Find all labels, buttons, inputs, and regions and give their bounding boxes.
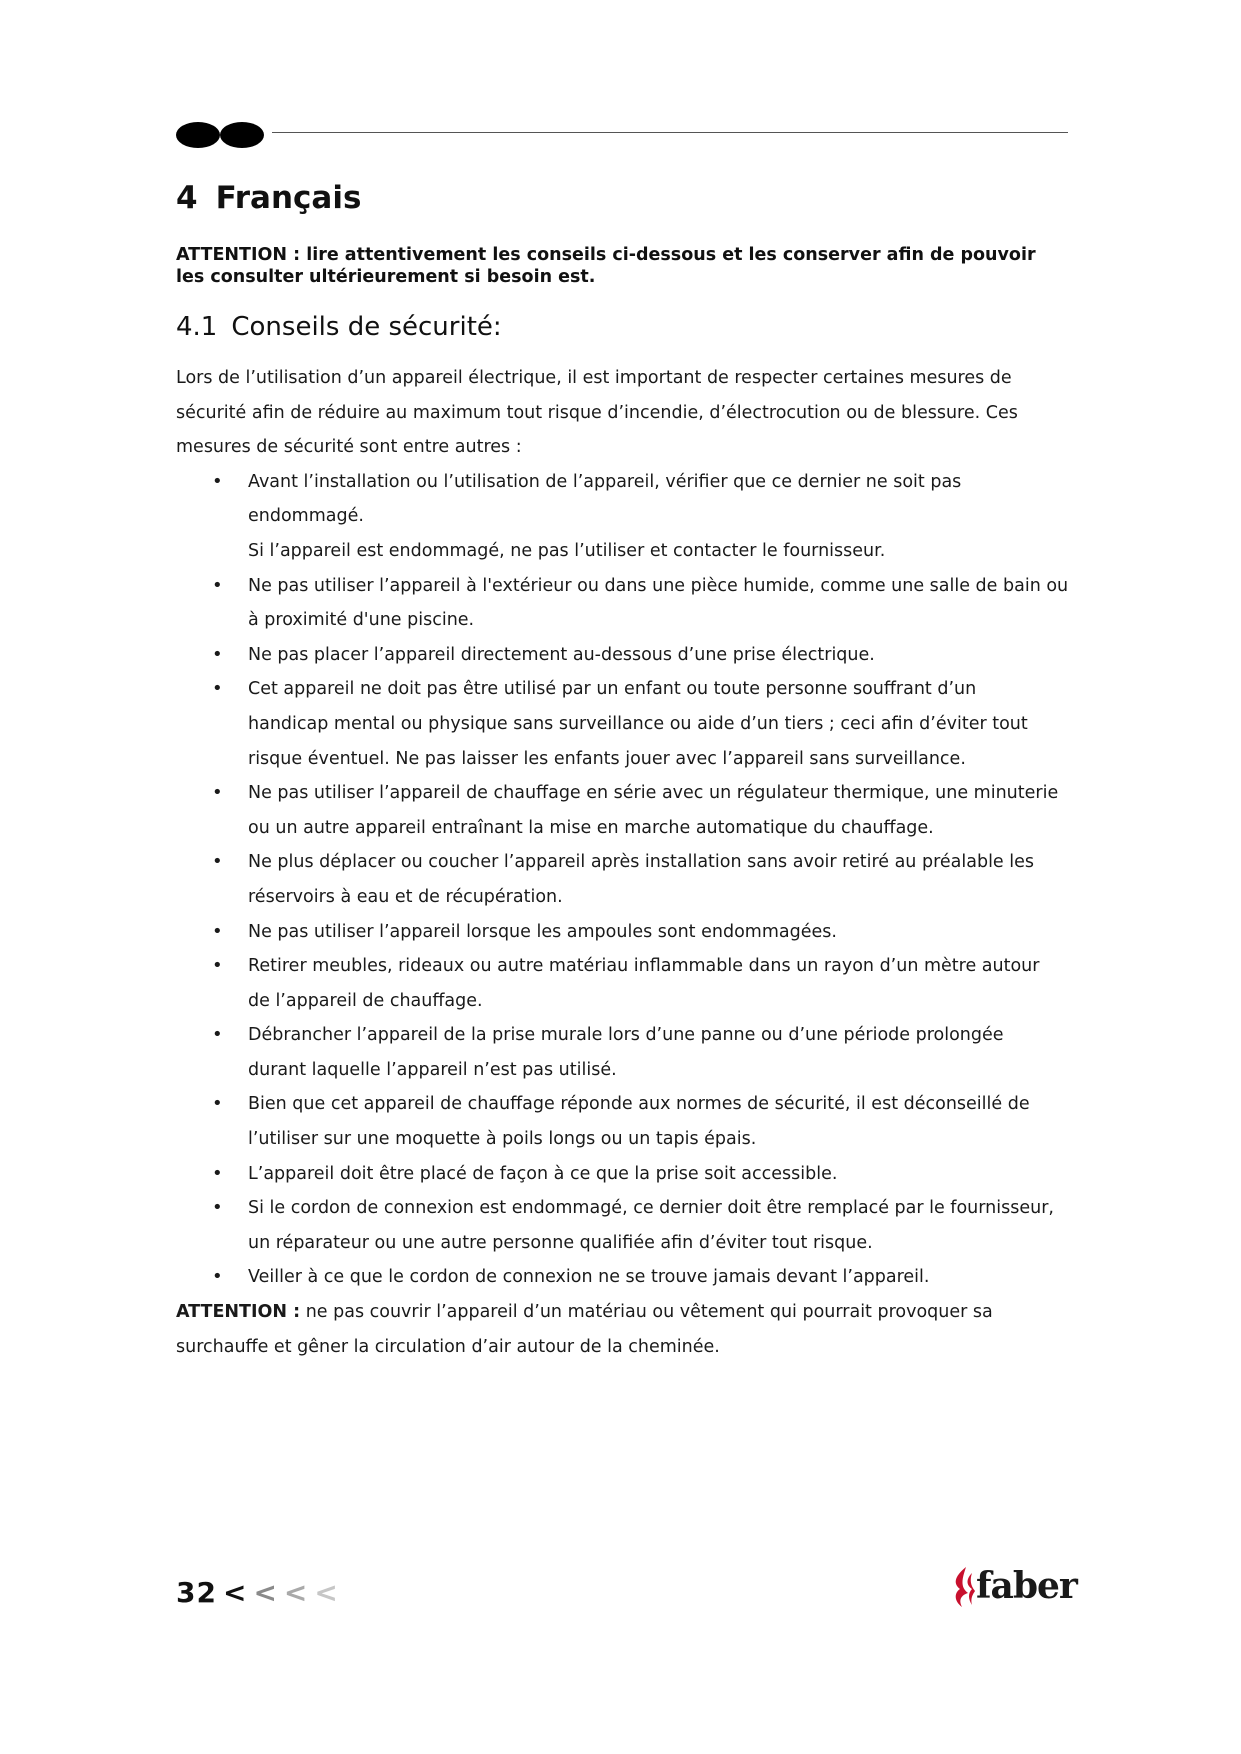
bullet-icon: • bbox=[212, 851, 223, 873]
safety-list-item bbox=[176, 1018, 1076, 1087]
safety-list-item bbox=[176, 638, 1076, 673]
safety-list-item bbox=[176, 949, 1076, 1018]
bullet-icon: • bbox=[212, 1197, 223, 1219]
safety-list-item-line: l’utiliser sur une moquette à poils longs ou un tapis épais. bbox=[248, 1129, 757, 1150]
bullet-icon: • bbox=[212, 920, 223, 942]
safety-list-item-line: Ne pas utiliser l’appareil à l'extérieur ou dans une pièce humide, comme une salle de bain ou bbox=[248, 575, 1069, 596]
bullet-icon: • bbox=[212, 955, 223, 977]
safety-list-item-line: Veiller à ce que le cordon de connexion ne se trouve jamais devant l’appareil. bbox=[248, 1267, 930, 1288]
safety-list-item-line: handicap mental ou physique sans surveillance ou aide d’un tiers ; ceci afin d’éviter tout bbox=[248, 713, 1028, 734]
safety-list-item-line: L’appareil doit être placé de façon à ce que la prise soit accessible. bbox=[248, 1163, 838, 1184]
chapter-number: 4 bbox=[176, 180, 198, 216]
safety-list-item bbox=[176, 1191, 1076, 1260]
footer-attention-label: ATTENTION : bbox=[176, 1302, 301, 1323]
safety-list-item-line: à proximité d'une piscine. bbox=[248, 610, 475, 631]
safety-list-item bbox=[176, 915, 1076, 950]
safety-list-item-line: Retirer meubles, rideaux ou autre matériau inflammable dans un rayon d’un mètre autour bbox=[248, 956, 1040, 977]
section-number: 4.1 bbox=[176, 312, 218, 342]
safety-list-item-line: Avant l’installation ou l’utilisation de l’appareil, vérifier que ce dernier ne soit pas bbox=[248, 471, 962, 492]
safety-list-item bbox=[176, 672, 1076, 776]
bullet-icon: • bbox=[212, 782, 223, 804]
safety-list-item bbox=[176, 1260, 1076, 1295]
safety-list-item-line: réservoirs à eau et de récupération. bbox=[248, 886, 563, 907]
intro-line: mesures de sécurité sont entre autres : bbox=[176, 437, 522, 458]
header-rule bbox=[272, 132, 1068, 133]
intro-attention: ATTENTION : lire attentivement les conseils ci-dessous et les conserver afin de pouvoir les consulter ultérieurement si besoin est. bbox=[176, 245, 1036, 287]
bullet-icon: • bbox=[212, 1162, 223, 1184]
safety-list-item-line: Cet appareil ne doit pas être utilisé par un enfant ou toute personne souffrant d’un bbox=[248, 679, 977, 700]
footer-attention-line: ne pas couvrir l’appareil d’un matériau ou vêtement qui pourrait provoquer sa bbox=[300, 1302, 993, 1323]
safety-list-item bbox=[176, 1087, 1076, 1156]
safety-list-item-line: Bien que cet appareil de chauffage réponde aux normes de sécurité, il est déconseillé de bbox=[248, 1094, 1030, 1115]
intro-paragraph bbox=[176, 361, 1076, 465]
safety-list-item-line: endommagé. bbox=[248, 506, 364, 527]
safety-list-item-line: Ne pas utiliser l’appareil de chauffage en série avec un régulateur thermique, une minuterie bbox=[248, 783, 1059, 804]
bullet-icon: • bbox=[212, 643, 223, 665]
bullet-icon: • bbox=[212, 574, 223, 596]
header-ovals-icon bbox=[176, 121, 266, 149]
chapter-title-text: Français bbox=[215, 180, 362, 216]
intro-line: sécurité afin de réduire au maximum tout risque d’incendie, d’électrocution ou de blessure. Ces bbox=[176, 402, 1018, 423]
safety-list-item-line: Si l’appareil est endommagé, ne pas l’utiliser et contacter le fournisseur. bbox=[248, 540, 886, 561]
safety-list-item bbox=[176, 845, 1076, 914]
bullet-icon: • bbox=[212, 1024, 223, 1046]
safety-list-item-line: Débrancher l’appareil de la prise murale lors d’une panne ou d’une période prolongée bbox=[248, 1025, 1004, 1046]
safety-list-item bbox=[176, 569, 1076, 638]
safety-list bbox=[176, 465, 1076, 1295]
body-content bbox=[176, 361, 1076, 1364]
brand-name: faber bbox=[976, 1565, 1077, 1607]
bullet-icon: • bbox=[212, 470, 223, 492]
intro-line: Lors de l’utilisation d’un appareil électrique, il est important de respecter certaines mesures de bbox=[176, 368, 1012, 388]
safety-list-item-line: Si le cordon de connexion est endommagé, ce dernier doit être remplacé par le fournisseur, bbox=[248, 1198, 1054, 1219]
footer-attention-line: surchauffe et gêner la circulation d’air autour de la cheminée. bbox=[176, 1336, 720, 1357]
bullet-icon: • bbox=[212, 1093, 223, 1115]
section-title bbox=[176, 310, 502, 344]
bullet-icon: • bbox=[212, 1266, 223, 1288]
brand-logo bbox=[948, 1563, 1078, 1611]
footer-attention bbox=[176, 1295, 1076, 1364]
safety-list-item-line: Ne plus déplacer ou coucher l’appareil après installation sans avoir retiré au préalable les bbox=[248, 852, 1035, 873]
page-number-value: 32 bbox=[176, 1576, 217, 1609]
safety-list-item-line: ou un autre appareil entraînant la mise en marche automatique du chauffage. bbox=[248, 817, 934, 838]
safety-list-item-line: Ne pas utiliser l’appareil lorsque les ampoules sont endommagées. bbox=[248, 921, 837, 942]
safety-list-item-line: un réparateur ou une autre personne qualifiée afin d’éviter tout risque. bbox=[248, 1232, 873, 1253]
safety-list-item bbox=[176, 1157, 1076, 1192]
page-number bbox=[176, 1575, 339, 1611]
section-title-text: Conseils de sécurité: bbox=[231, 312, 502, 342]
chevron-left-icon: < bbox=[222, 1576, 248, 1609]
flame-icon bbox=[948, 1565, 976, 1609]
chevron-left-icon: < bbox=[253, 1576, 278, 1609]
bullet-icon: • bbox=[212, 678, 223, 700]
safety-list-item-line: Ne pas placer l’appareil directement au-dessous d’une prise électrique. bbox=[248, 644, 875, 665]
safety-list-item bbox=[176, 465, 1076, 569]
safety-list-item-line: de l’appareil de chauffage. bbox=[248, 990, 483, 1011]
safety-list-item bbox=[176, 776, 1076, 845]
chapter-title bbox=[176, 178, 361, 218]
safety-list-item-line: durant laquelle l’appareil n’est pas utilisé. bbox=[248, 1059, 617, 1080]
chevron-left-icon: < bbox=[283, 1576, 309, 1609]
safety-list-item-line: risque éventuel. Ne pas laisser les enfants jouer avec l’appareil sans surveillance. bbox=[248, 748, 966, 769]
chevron-left-icon: < bbox=[314, 1576, 339, 1609]
